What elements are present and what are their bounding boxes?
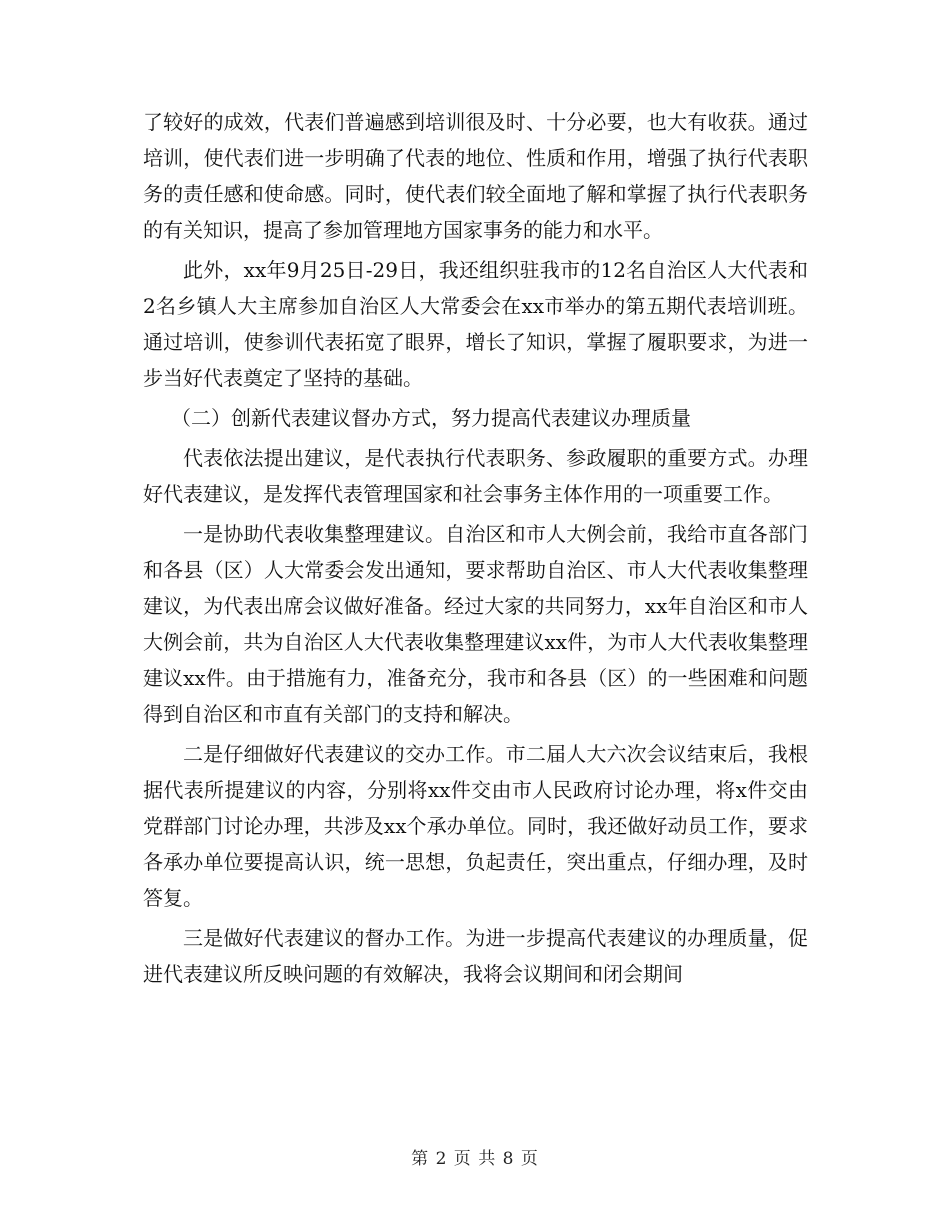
paragraph-training-results: 了较好的成效，代表们普遍感到培训很及时、十分必要，也大有收获。通过培训，使代表们进一步明确了代表的地位、性质和作用，增强了执行代表职务的责任感和使命感。同时，使代表们较全面地了解和掌握了执行代表职务的有关知识，提高了参加管理地方国家事务的能力和水平。 xyxy=(143,110,808,242)
document-body xyxy=(143,104,808,996)
section-heading: （二）创新代表建议督办方式，努力提高代表建议办理质量 xyxy=(171,406,691,430)
paragraph-additional-training: 此外，xx年9月25日-29日，我还组织驻我市的12名自治区人大代表和2名乡镇人大主席参加自治区人大常委会在xx市举办的第五期代表培训班。通过培训，使参训代表拓宽了眼界，增长了知识，掌握了履职要求，为进一步当好代表奠定了坚持的基础。 xyxy=(143,258,808,390)
paragraph-suggestion-intro: 代表依法提出建议，是代表执行代表职务、参政履职的重要方式。办理好代表建议，是发挥代表管理国家和社会事务主体作用的一项重要工作。 xyxy=(143,446,808,506)
page-number-footer: 第 2 页 共 8 页 xyxy=(411,1149,539,1169)
paragraph-item-three: 三是做好代表建议的督办工作。为进一步提高代表建议的办理质量，促进代表建议所反映问题的有效解决，我将会议期间和闭会期间 xyxy=(143,926,808,986)
paragraph-item-two: 二是仔细做好代表建议的交办工作。市二届人大六次会议结束后，我根据代表所提建议的内容，分别将xx件交由市人民政府讨论办理，将x件交由党群部门讨论办理，共涉及xx个承办单位。同时，我还做好动员工作，要求各承办单位要提高认识，统一思想，负起责任，突出重点，仔细办理，及时答复。 xyxy=(143,742,808,910)
paragraph-item-one: 一是协助代表收集整理建议。自治区和市人大例会前，我给市直各部门和各县（区）人大常委会发出通知，要求帮助自治区、市人大代表收集整理建议，为代表出席会议做好准备。经过大家的共同努力，xx年自治区和市人大例会前，共为自治区人大代表收集整理建议xx件，为市人大代表收集整理建议xx件。由于措施有力，准备充分，我市和各县（区）的一些困难和问题得到自治区和市直有关部门的支持和解决。 xyxy=(143,522,808,726)
